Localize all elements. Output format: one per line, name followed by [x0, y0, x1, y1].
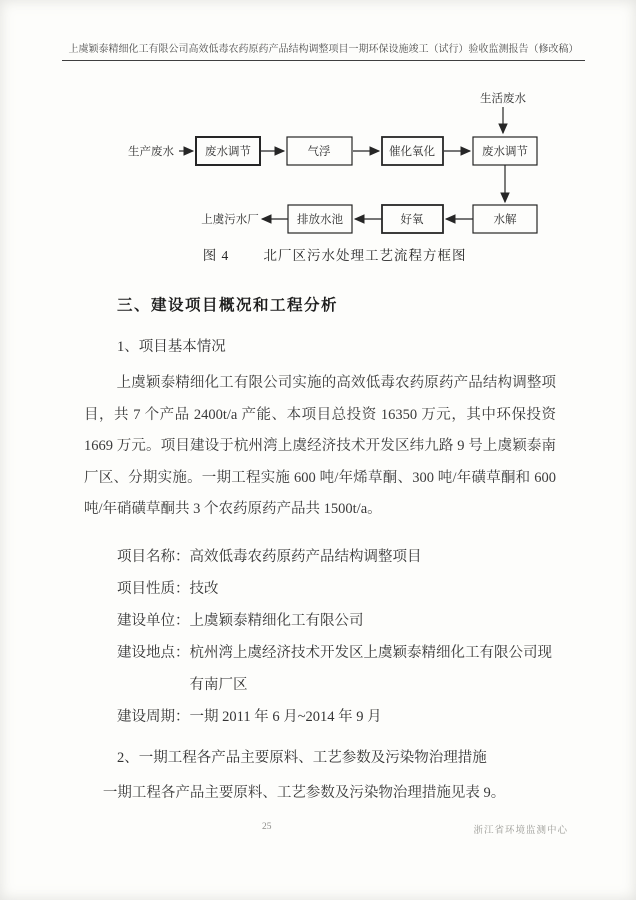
- figure-caption-title: 北厂区污水处理工艺流程方框图: [263, 248, 467, 263]
- flow-box-regulation-2-label: 废水调节: [482, 146, 528, 158]
- field-project-nature-value: 技改: [189, 580, 219, 597]
- flow-box-discharge-pool-label: 排放水池: [297, 214, 343, 226]
- field-project-name: [84, 541, 556, 573]
- field-project-name-label: 项目名称：: [117, 548, 190, 565]
- flow-box-hydrolysis-label: 水解: [493, 214, 517, 226]
- field-construction-site-value: 杭州湾上虞经济技术开发区上虞颖泰精细化工有限公司现有南厂区: [189, 644, 552, 693]
- field-project-nature-label: 项目性质：: [117, 580, 190, 597]
- flow-box-catalytic-oxidation-label: 催化氧化: [389, 146, 435, 158]
- section-heading: 三、建设项目概况和工程分析: [117, 297, 339, 314]
- field-construction-site: [84, 637, 556, 701]
- subsection-2-title: 2、一期工程各产品主要原料、工艺参数及污染物治理措施: [117, 749, 487, 766]
- flow-box-air-flotation-label: 气浮: [307, 146, 331, 158]
- field-construction-unit: [84, 605, 556, 637]
- wastewater-process-flowchart: [0, 85, 636, 280]
- project-fields: [84, 541, 556, 733]
- field-construction-unit-label: 建设单位：: [117, 612, 190, 629]
- subsection-1-title: 1、项目基本情况: [117, 339, 226, 355]
- flow-label-production-wastewater: 生产废水: [128, 146, 174, 158]
- document-body: [84, 294, 556, 819]
- footer-organization: 浙江省环境监测中心: [473, 826, 568, 836]
- flow-label-domestic-wastewater: 生活废水: [480, 93, 526, 105]
- field-construction-site-label: 建设地点：: [117, 644, 190, 661]
- field-construction-period-label: 建设周期：: [117, 708, 190, 725]
- project-overview-paragraph: 上虞颖泰精细化工有限公司实施的高效低毒农药原药产品结构调整项目，共 7 个产品 2400t/a 产能、本项目总投资 16350 万元，其中环保投资 1669 万元。项目建设于杭州湾上虞经济技术开发区纬九路 9 号上虞颖泰南厂区、分期实施。一期工程实施 600 吨/年烯草酮、300 吨/年磺草酮和 600 吨/年硝磺草酮共 3 个农药原药产品共 1500t/a。: [84, 375, 556, 517]
- figure-caption-label: 图 4: [202, 248, 230, 263]
- measures-paragraph: 一期工程各产品主要原料、工艺参数及污染物治理措施见表 9。: [102, 784, 506, 801]
- field-project-name-value: 高效低毒农药原药产品结构调整项目: [189, 548, 422, 565]
- flow-label-output-plant: 上虞污水厂: [201, 214, 259, 226]
- flow-box-aerobic-label: 好氧: [400, 214, 424, 226]
- flowchart-canvas: [0, 85, 636, 280]
- page-number: 25: [262, 822, 272, 832]
- field-construction-period-value: 一期 2011 年 6 月~2014 年 9 月: [189, 708, 382, 725]
- field-construction-unit-value: 上虞颖泰精细化工有限公司: [189, 612, 364, 629]
- document-header-title: 上虞颖泰精细化工有限公司高效低毒农药原药产品结构调整项目一期环保设施竣工（试行）验收监测报告（修改稿）: [62, 40, 585, 61]
- field-project-nature: [84, 573, 556, 605]
- flow-box-regulation-1-label: 废水调节: [205, 146, 251, 158]
- field-construction-period: [84, 701, 556, 733]
